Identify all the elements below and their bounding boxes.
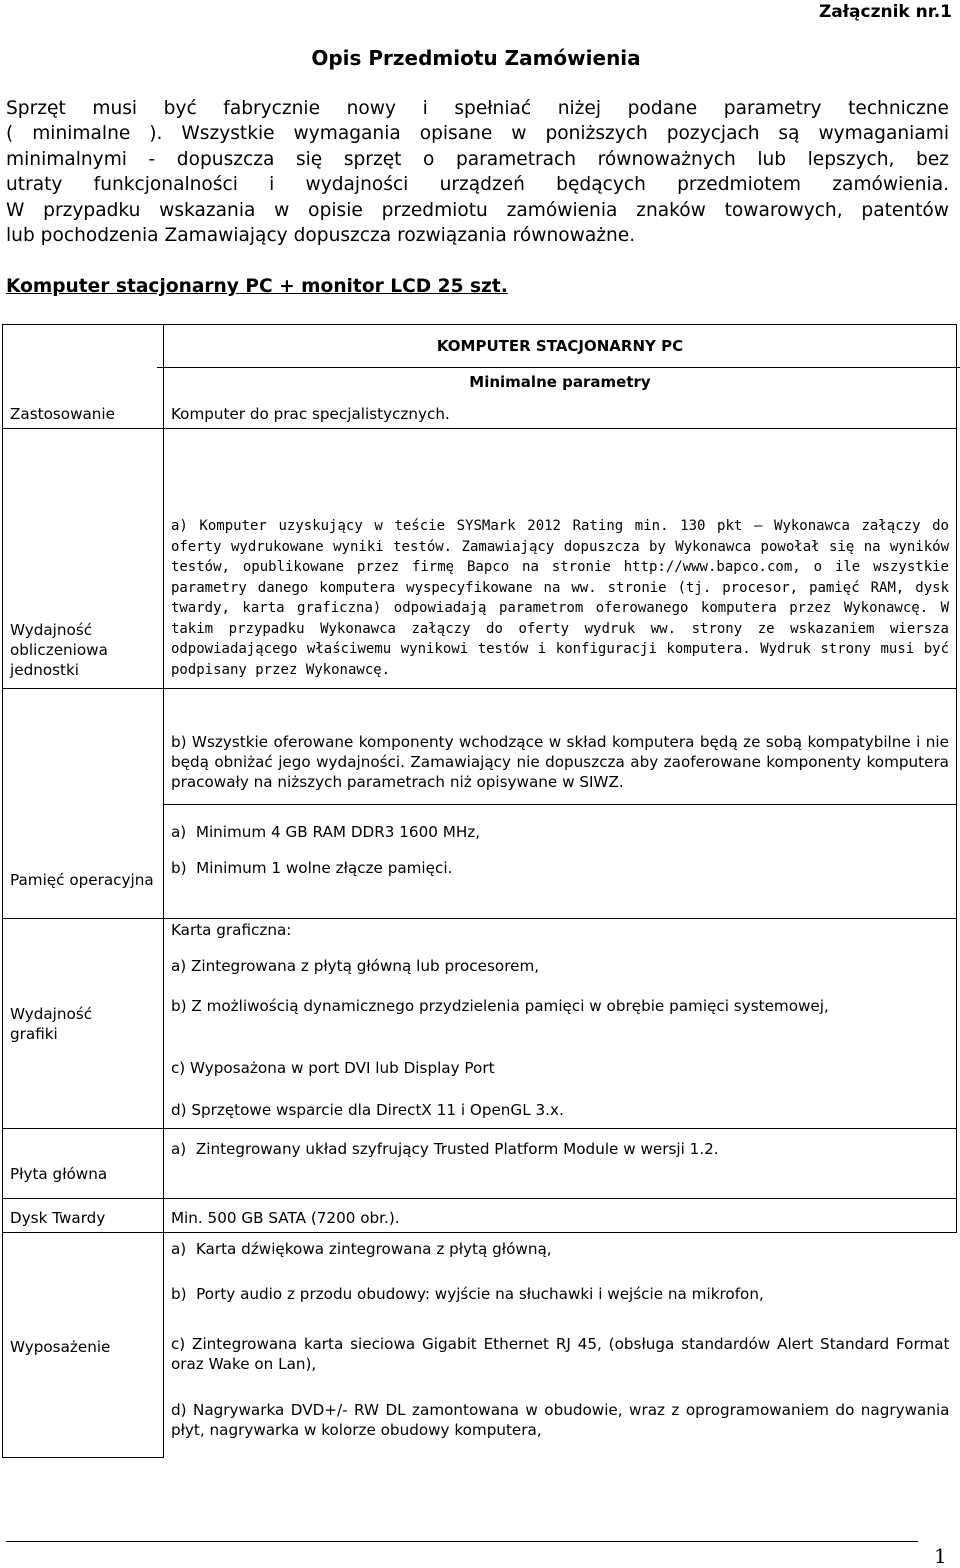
requirement-text: b) Wszystkie oferowane komponenty wchodzące w skład komputera będą ze sobą kompatybilne i nie będą obniżać jego wydajności. Zamawiający nie dopuszcza aby zaoferowane komponenty komputera pracowały na niższych parametrach niż opisywane w SIWZ.: [170, 733, 949, 791]
table-row: [3, 1199, 957, 1233]
intro-line: utraty funkcjonalności i wydajności urządzeń będących przedmiotem zamówienia.: [6, 174, 949, 196]
row-label: Zastosowanie: [10, 405, 115, 423]
intro-line: minimalnymi - dopuszcza się sprzęt o parametrach równoważnych lub lepszych, bez: [6, 148, 949, 170]
row-label: Pamięć operacyjna: [10, 871, 154, 889]
requirement-text: a) Karta dźwiękowa zintegrowana z płytą główną,: [170, 1240, 552, 1258]
row-label: Wydajność obliczeniowa jednostki: [10, 621, 108, 679]
requirement-text: d) Sprzętowe wsparcie dla DirectX 11 i OpenGL 3.x.: [170, 1101, 564, 1119]
row-label: Wydajność grafiki: [10, 1005, 93, 1043]
intro-line: W przypadku wskazania w opisie przedmiotu zamówienia znaków towarowych, patentów: [6, 199, 949, 221]
table-header-subtitle: Minimalne parametry: [469, 373, 651, 391]
requirement-text: b) Porty audio z przodu obudowy: wyjście na słuchawki i wejście na mikrofon,: [170, 1285, 764, 1303]
value-cell: [163, 805, 956, 919]
table-row: [3, 1233, 957, 1458]
label-cell: [3, 805, 164, 919]
value-cell: [163, 1199, 956, 1233]
value-cell: [163, 429, 956, 689]
intro-line: Sprzęt musi być fabrycznie nowy i spełniać niżej podane parametry techniczne: [6, 98, 949, 119]
spec-table: [2, 324, 957, 1458]
row-label: Płyta główna: [10, 1165, 108, 1183]
value-cell: [163, 1233, 956, 1458]
requirement-text: c) Zintegrowana karta sieciowa Gigabit Ethernet RJ 45, (obsługa standardów Alert Standard Format oraz Wake on Lan),: [170, 1335, 950, 1373]
label-cell: [3, 429, 164, 689]
requirement-text: b) Z możliwością dynamicznego przydzielenia pamięci w obrębie pamięci systemowej,: [170, 997, 829, 1015]
footer-rule: [6, 1541, 918, 1542]
requirement-text: Min. 500 GB SATA (7200 obr.).: [170, 1209, 400, 1227]
requirement-text: c) Wyposażona w port DVI lub Display Port: [170, 1059, 495, 1077]
requirement-text: d) Nagrywarka DVD+/- RW DL zamontowana w obudowie, wraz z oprogramowaniem do nagrywania płyt, nagrywarka w kolorze obudowy komputera,: [170, 1401, 950, 1439]
requirement-text: Karta graficzna:: [170, 921, 292, 939]
intro-paragraph-body: [6, 96, 949, 248]
intro-line: lub pochodzenia Zamawiający dopuszcza rozwiązania równoważne.: [6, 224, 636, 246]
label-cell: [3, 689, 164, 805]
requirement-text: a) Minimum 4 GB RAM DDR3 1600 MHz,: [170, 823, 481, 841]
page-number: 1: [934, 1544, 947, 1568]
requirement-text: b) Minimum 1 wolne złącze pamięci.: [170, 859, 453, 877]
attachment-label: Załącznik nr.1: [818, 2, 952, 22]
label-cell: [3, 1233, 164, 1458]
row-label: Dysk Twardy: [10, 1209, 106, 1227]
table-row: [3, 805, 957, 919]
label-cell: [3, 1129, 164, 1199]
label-cell: [3, 325, 164, 429]
section-heading: Komputer stacjonarny PC + monitor LCD 25 szt.: [6, 276, 508, 297]
table-row: [3, 429, 957, 689]
value-cell: [163, 919, 956, 1129]
requirement-text: a) Komputer uzyskujący w teście SYSMark 2012 Rating min. 130 pkt – Wykonawca załączy do oferty wydrukowane wyniki testów. Zamawiający dopuszcza by Wykonawca powołał się na wyników testów, opublikowane przez firmę Bapco na stronie http://www.bapco.com, o ile wszystkie parametry danego komputera wyspecyfikowane na ww. stronie (tj. procesor, pamięć RAM, dysk twardy, karta graficzna) odpowiadają parametrom oferowanego komputera przez Wykonawcę. W takim przypadku Wykonawca załączy do oferty wydruk ww. strony ze wskazaniem wiersza odpowiadającego właściwemu wynikowi testów i konfiguracji komputera. Wydruk strony musi być podpisany przez Wykonawcę.: [170, 518, 949, 678]
value-cell: [163, 1129, 956, 1199]
intro-line: ( minimalne ). Wszystkie wymagania opisane w poniższych pozycjach są wymaganiami: [6, 123, 949, 145]
value-cell: [163, 689, 956, 805]
document-title: Opis Przedmiotu Zamówienia: [311, 46, 641, 70]
requirement-text: a) Zintegrowana z płytą główną lub procesorem,: [170, 957, 540, 975]
row-value: Komputer do prac specjalistycznych.: [170, 405, 450, 423]
table-row: [3, 1129, 957, 1199]
table-row: [3, 689, 957, 805]
label-cell: [3, 919, 164, 1129]
table-row: [3, 919, 957, 1129]
requirement-text: a) Zintegrowany układ szyfrujący Trusted Platform Module w wersji 1.2.: [170, 1140, 719, 1158]
table-header-title: KOMPUTER STACJONARNY PC: [436, 337, 684, 355]
table-row: [3, 325, 957, 429]
label-cell: [3, 1199, 164, 1233]
value-cell: [163, 325, 956, 429]
row-label: Wyposażenie: [10, 1338, 111, 1356]
